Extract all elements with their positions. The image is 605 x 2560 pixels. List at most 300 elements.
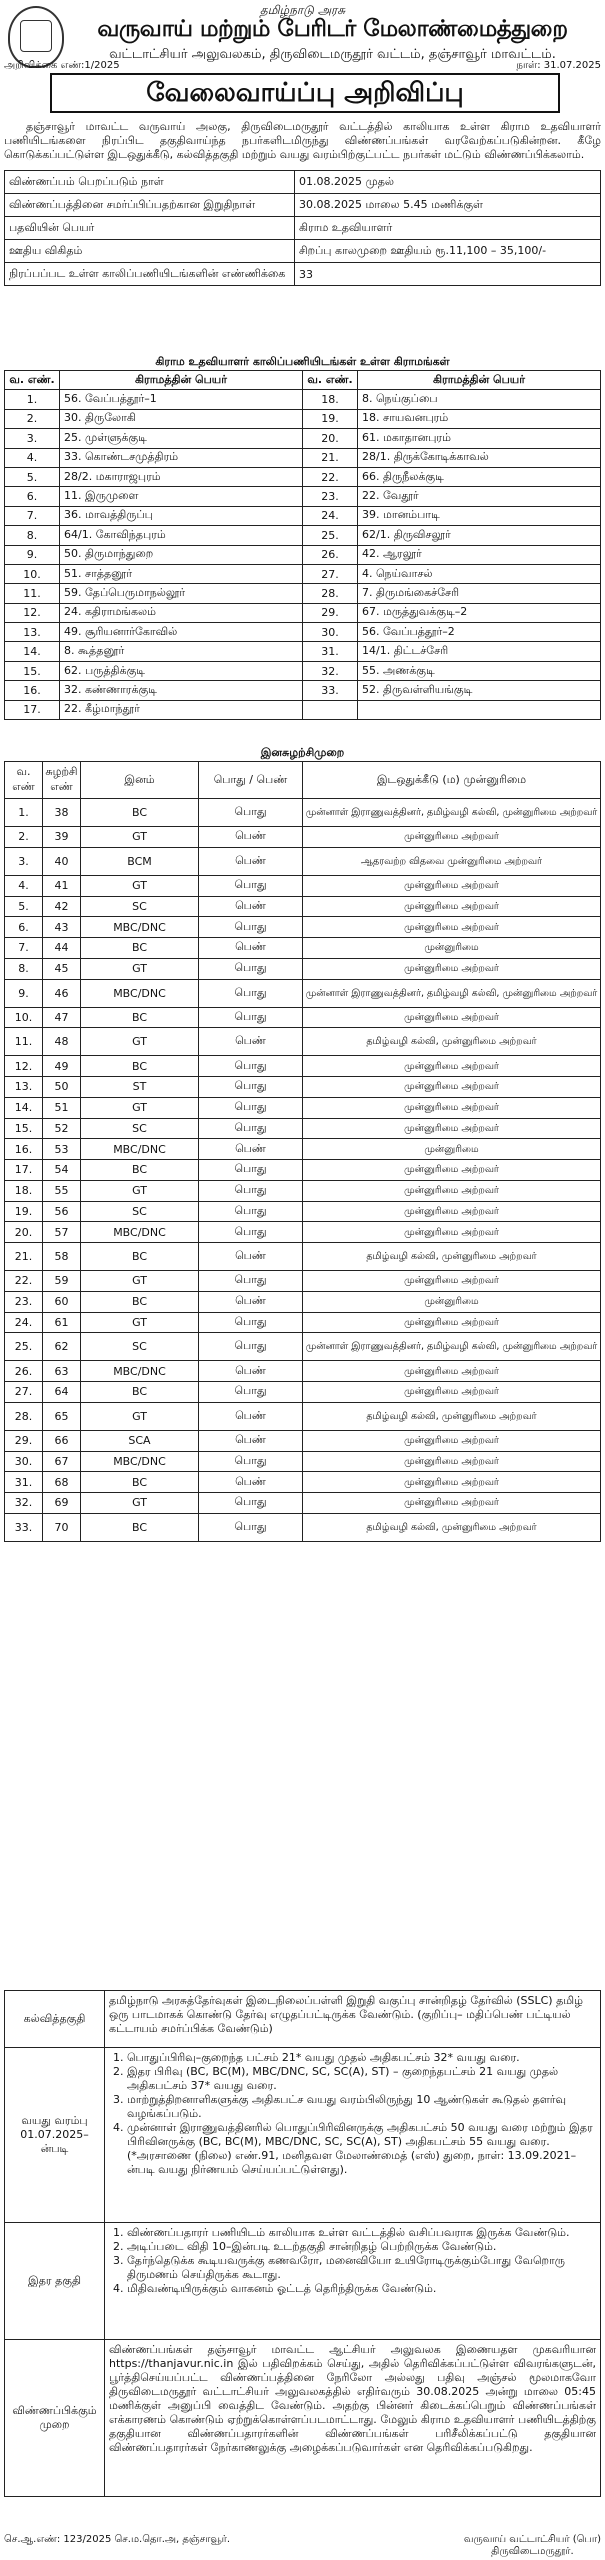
roster-sno: 33. [5,1513,43,1541]
other-rules [105,2223,601,2340]
roster-gender: பொது [199,958,303,979]
footer-reference: செ.ஆ.எண்: 123/2025 செ.ம.தொ.அ, தஞ்சாவூர். [4,2534,231,2545]
roster-gender: பெண் [199,1139,303,1160]
roster-priority: முன்னுரிமை அற்றவர் [303,917,601,938]
village-name: 52. திருவள்ளியங்குடி [358,681,601,700]
roster-sno: 5. [5,896,43,917]
village-sno: 19. [303,409,358,428]
roster-priority: முன்னுரிமை அற்றவர் [303,827,601,848]
roster-sno: 23. [5,1291,43,1312]
village-row [5,623,601,642]
village-name: 28/2. மகாராஜபுரம் [60,467,303,486]
roster-priority: முன்னுரிமை அற்றவர் [303,1180,601,1201]
col-village-right: கிராமத்தின் பெயர் [358,371,601,390]
roster-priority: முன்னுரிமை அற்றவர் [303,896,601,917]
roster-community: SC [81,1201,199,1222]
village-row [5,526,601,545]
village-row [5,700,601,719]
education-label: கல்வித்தகுதி [5,1991,105,2048]
roster-priority: ஆதரவற்ற விதவை முன்னுரிமை அற்றவர் [303,847,601,875]
roster-gender: பொது [199,1222,303,1243]
roster-gender: பொது [199,1382,303,1403]
info-label: நிரப்பப்பட உள்ள காலிப்பணியிடங்களின் எண்ணிக்கை [5,263,295,286]
info-label: விண்ணப்பம் பெறப்படும் நாள் [5,171,295,194]
village-sno: 24. [303,506,358,525]
roster-priority: முன்னுரிமை அற்றவர் [303,1430,601,1451]
village-name: 24. கதிராமங்கலம் [60,603,303,622]
village-row [5,448,601,467]
age-rule-item: 1. பொதுப்பிரிவு–குறைந்த பட்சம் 21* வயது முதல் அதிகபட்சம் 32* வயது வரை. [127,2051,596,2065]
roster-row [5,1402,601,1430]
village-row [5,467,601,486]
age-label: வயது வரம்பு 01.07.2025–ன்படி [5,2048,105,2223]
age-rule-item: 4. முன்னாள் இராணுவத்தினரில் பொதுப்பிரிவினருக்கு அதிகபட்சம் 50 வயது வரை மற்றும் இதர பிரிவினருக்கு (BC, BC(M), MBC/DNC, SC, SC(A), ST) அதிகபட்சம் 55 வயது வரை. (*அரசாணை (நிலை) எண்.91, மனிதவள மேலாண்மைத் (எஸ்) துறை, நாள்: 13.09.2021–ன்படி வயது நிர்ணயம் செய்யப்பட்டுள்ளது). [127,2121,596,2177]
roster-community: GT [81,1402,199,1430]
roster-sno: 25. [5,1333,43,1361]
roster-community: MBC/DNC [81,979,199,1007]
village-name: 14/1. திட்டச்சேரி [358,642,601,661]
roster-gender: பொது [199,1056,303,1077]
other-label: இதர தகுதி [5,2223,105,2340]
village-sno: 30. [303,623,358,642]
village-sno: 7. [5,506,60,525]
roster-gender: பெண் [199,1243,303,1271]
roster-community: BC [81,1160,199,1181]
village-row [5,584,601,603]
village-name: 30. திருலோகி [60,409,303,428]
roster-row [5,1291,601,1312]
village-sno: 26. [303,545,358,564]
village-sno: 23. [303,487,358,506]
roster-row [5,1243,601,1271]
roster-row [5,1180,601,1201]
roster-rotation: 41 [43,875,81,896]
notice-date: நாள்: 31.07.2025 [516,60,601,71]
roster-community: SC [81,1118,199,1139]
info-row [5,217,601,240]
info-value: 30.08.2025 மாலை 5.45 மணிக்குள் [295,194,601,217]
roster-priority: முன்னுரிமை அற்றவர் [303,1007,601,1028]
apply-text: விண்ணப்பங்கள் தஞ்சாவூர் மாவட்ட ஆட்சியர் அலுவலக இணையதள முகவரியான https://thanjavur.nic.in இல் பதிவிறக்கம் செய்து, அதில் தெரிவிக்கப்பட்டுள்ள விவரங்களுடன், பூர்த்திசெய்யப்பட்ட விண்ணப்பத்தினை நேரிலோ அல்லது பதிவு அஞ்சல் மூலமாகவோ திருவிடைமருதூர் வட்டாட்சியர் அலுவலகத்தில் எதிர்வரும் 30.08.2025 அன்று மாலை 05:45 மணிக்குள் அனுப்பி வைத்திட வேண்டும். அதற்கு பின்னர் கிடைக்கப்பெறும் விண்ணப்பங்கள் எக்காரணம் கொண்டும் ஏற்றுக்கொள்ளப்படமாட்டாது. மேலும் கிராம உதவியாளர் பணியிடத்திற்கு தகுதியான விண்ணப்பதாரர்களின் விண்ணப்பங்கள் பரிசீலிக்கப்பட்டு தகுதியான விண்ணப்பதாரர்கள் நேர்காணலுக்கு அழைக்கப்படுவார்கள் என தெரிவிக்கப்படுகிறது. [105,2340,601,2497]
village-sno: 27. [303,564,358,583]
roster-row [5,1056,601,1077]
roster-priority: முன்னாள் இராணுவத்தினர், தமிழ்வழி கல்வி, முன்னுரிமை அற்றவர் [303,799,601,827]
roster-gender: பொது [199,1201,303,1222]
roster-rotation: 39 [43,827,81,848]
roster-community: BC [81,1007,199,1028]
village-name: 8. நெய்குப்பை [358,390,601,409]
footer [4,2534,601,2558]
info-value: கிராம உதவியாளர் [295,217,601,240]
roster-community: BC [81,1472,199,1493]
roster-priority: தமிழ்வழி கல்வி, முன்னுரிமை அற்றவர் [303,1028,601,1056]
roster-heading: இனசுழற்சிமுறை [260,746,345,759]
roster-priority: முன்னுரிமை [303,1291,601,1312]
village-name: 11. இருமுளை [60,487,303,506]
village-row [5,545,601,564]
village-sno: 8. [5,526,60,545]
roster-priority: முன்னுரிமை அற்றவர் [303,1472,601,1493]
roster-rotation: 40 [43,847,81,875]
department-name: வருவாய் மற்றும் பேரிடர் மேலாண்மைத்துறை [97,16,568,42]
notice-title: வேலைவாய்ப்பு அறிவிப்பு [50,73,560,113]
village-name: 7. திருமங்கைச்சேரி [358,584,601,603]
roster-rotation: 67 [43,1451,81,1472]
village-sno: 12. [5,603,60,622]
age-rules [105,2048,601,2223]
roster-rotation: 57 [43,1222,81,1243]
roster-gender: பொது [199,1271,303,1292]
roster-priority: முன்னுரிமை அற்றவர் [303,1222,601,1243]
info-row [5,240,601,263]
roster-community: MBC/DNC [81,917,199,938]
roster-sno: 28. [5,1402,43,1430]
village-sno: 3. [5,429,60,448]
roster-row [5,875,601,896]
roster-gender: பொது [199,1493,303,1514]
village-row [5,603,601,622]
roster-priority: முன்னுரிமை அற்றவர் [303,1077,601,1098]
roster-community: BCM [81,847,199,875]
roster-community: GT [81,958,199,979]
roster-row [5,1513,601,1541]
roster-community: SC [81,896,199,917]
village-name: 55. அணக்குடி [358,661,601,680]
roster-row [5,1361,601,1382]
roster-rotation: 42 [43,896,81,917]
roster-rotation: 69 [43,1493,81,1514]
roster-priority: முன்னுரிமை அற்றவர் [303,958,601,979]
info-label: பதவியின் பெயர் [5,217,295,240]
roster-row [5,1222,601,1243]
col-village-left: கிராமத்தின் பெயர் [60,371,303,390]
roster-priority: முன்னாள் இராணுவத்தினர், தமிழ்வழி கல்வி, முன்னுரிமை அற்றவர் [303,979,601,1007]
village-sno: 16. [5,681,60,700]
roster-sno: 16. [5,1139,43,1160]
roster-community: MBC/DNC [81,1222,199,1243]
roster-row [5,1139,601,1160]
notice-number: அறிவிக்கை எண்:1/2025 [4,60,120,71]
roster-gender: பெண் [199,1361,303,1382]
roster-community: MBC/DNC [81,1139,199,1160]
roster-rotation: 65 [43,1402,81,1430]
info-label: ஊதிய விகிதம் [5,240,295,263]
roster-sno: 15. [5,1118,43,1139]
roster-priority: முன்னுரிமை அற்றவர் [303,1056,601,1077]
roster-rotation: 46 [43,979,81,1007]
signatory-title: வருவாய் வட்டாட்சியர் (பொ) [463,2534,601,2545]
roster-sno: 26. [5,1361,43,1382]
roster-community: BC [81,799,199,827]
village-row [5,661,601,680]
roster-rotation: 62 [43,1333,81,1361]
roster-rotation: 60 [43,1291,81,1312]
roster-row [5,958,601,979]
village-sno: 14. [5,642,60,661]
village-name: 59. தேப்பெருமாநல்லூர் [60,584,303,603]
roster-sno: 3. [5,847,43,875]
village-sno: 32. [303,661,358,680]
roster-community: MBC/DNC [81,1361,199,1382]
village-sno [303,700,358,719]
roster-priority: முன்னுரிமை அற்றவர் [303,1493,601,1514]
roster-rotation: 53 [43,1139,81,1160]
age-rule-item: 2. இதர பிரிவு (BC, BC(M), MBC/DNC, SC, SC(A), ST) – குறைந்தபட்சம் 21 வயது முதல் அதிகபட்சம் 37* வயது வரை. [127,2065,596,2093]
roster-sno: 4. [5,875,43,896]
roster-sno: 9. [5,979,43,1007]
roster-gender: பொது [199,1118,303,1139]
roster-row [5,1201,601,1222]
roster-gender: பெண் [199,827,303,848]
conditions-table [4,1990,601,2497]
roster-row [5,799,601,827]
notice-meta [4,60,601,72]
village-sno: 9. [5,545,60,564]
village-sno: 2. [5,409,60,428]
roster-gender: பெண் [199,847,303,875]
roster-priority: முன்னுரிமை அற்றவர் [303,1382,601,1403]
col-gender: பொது / பெண் [199,762,303,799]
village-row [5,506,601,525]
roster-gender: பொது [199,799,303,827]
village-sno: 20. [303,429,358,448]
roster-sno: 11. [5,1028,43,1056]
village-name: 33. கொண்டசமுத்திரம் [60,448,303,467]
roster-rotation: 48 [43,1028,81,1056]
col-sno-left: வ. எண். [5,371,60,390]
col-sno-right: வ. எண். [303,371,358,390]
other-rule-item: 1. விண்ணப்பதாரர் பணியிடம் காலியாக உள்ள வட்டத்தில் வசிப்பவராக இருக்க வேண்டும். [127,2226,596,2240]
village-name: 36. மாவத்திருப்பு [60,506,303,525]
office-address: வட்டாட்சியர் அலுவலகம், திருவிடைமருதூர் வட்டம், தஞ்சாவூர் மாவட்டம். [109,47,556,62]
roster-row [5,1430,601,1451]
roster-community: SCA [81,1430,199,1451]
roster-row [5,1028,601,1056]
village-name: 56. வேப்பத்தூர்–1 [60,390,303,409]
info-row [5,171,601,194]
roster-community: GT [81,1097,199,1118]
village-name: 62. பருத்திக்குடி [60,661,303,680]
village-name: 49. சூரியனார்கோவில் [60,623,303,642]
roster-gender: பொது [199,917,303,938]
roster-sno: 6. [5,917,43,938]
roster-gender: பெண் [199,896,303,917]
roster-sno: 2. [5,827,43,848]
roster-sno: 1. [5,799,43,827]
roster-priority: முன்னாள் இராணுவத்தினர், தமிழ்வழி கல்வி, முன்னுரிமை அற்றவர் [303,1333,601,1361]
roster-sno: 21. [5,1243,43,1271]
village-name: 22. கீழ்மாந்தூர் [60,700,303,719]
roster-row [5,938,601,959]
col-community: இனம் [81,762,199,799]
roster-sno: 19. [5,1201,43,1222]
village-row [5,409,601,428]
village-name: 51. சாத்தனூர் [60,564,303,583]
roster-rotation: 56 [43,1201,81,1222]
roster-community: GT [81,1493,199,1514]
village-name: 39. மானம்பாடி [358,506,601,525]
roster-community: BC [81,938,199,959]
roster-community: BC [81,1382,199,1403]
village-name: 8. கூத்தனூர் [60,642,303,661]
roster-priority: முன்னுரிமை அற்றவர் [303,1451,601,1472]
roster-row [5,1472,601,1493]
roster-row [5,847,601,875]
roster-rotation: 44 [43,938,81,959]
roster-row [5,917,601,938]
roster-rotation: 66 [43,1430,81,1451]
village-sno: 11. [5,584,60,603]
villages-table [4,370,601,720]
roster-sno: 13. [5,1077,43,1098]
village-row [5,642,601,661]
roster-community: BC [81,1243,199,1271]
roster-priority: முன்னுரிமை அற்றவர் [303,1201,601,1222]
roster-rotation: 45 [43,958,81,979]
roster-row [5,896,601,917]
roster-gender: பொது [199,979,303,1007]
info-label: விண்ணப்பத்தினை சமர்ப்பிப்பதற்கான இறுதிநாள் [5,194,295,217]
roster-priority: முன்னுரிமை அற்றவர் [303,1118,601,1139]
roster-sno: 24. [5,1312,43,1333]
roster-rotation: 54 [43,1160,81,1181]
roster-rotation: 64 [43,1382,81,1403]
roster-gender: பொது [199,1451,303,1472]
roster-rotation: 55 [43,1180,81,1201]
roster-priority: முன்னுரிமை [303,938,601,959]
roster-community: GT [81,827,199,848]
village-name: 67. மருத்துவக்குடி–2 [358,603,601,622]
info-value: 01.08.2025 முதல் [295,171,601,194]
roster-row [5,1077,601,1098]
roster-sno: 30. [5,1451,43,1472]
roster-sno: 14. [5,1097,43,1118]
roster-priority: முன்னுரிமை அற்றவர் [303,1271,601,1292]
education-text: தமிழ்நாடு அரசுத்தேர்வுகள் இடைநிலைப்பள்ளி இறுதி வகுப்பு சான்றிதழ் தேர்வில் (SSLC) தமிழ் ஒரு பாடமாகக் கொண்டு தேர்வு எழுதப்பட்டிருக்க வேண்டும். (குறிப்பு– மதிப்பெண் பட்டியல் கட்டாயம் சமர்ப்பிக்க வேண்டும்) [105,1991,601,2048]
village-name: 32. கண்ணாரக்குடி [60,681,303,700]
village-sno: 4. [5,448,60,467]
roster-sno: 18. [5,1180,43,1201]
roster-priority: முன்னுரிமை அற்றவர் [303,1160,601,1181]
villages-heading: கிராம உதவியாளர் காலிப்பணியிடங்கள் உள்ள கிராமங்கள் [155,355,450,368]
roster-sno: 27. [5,1382,43,1403]
village-sno: 1. [5,390,60,409]
village-name: 50. திருமாந்துறை [60,545,303,564]
roster-sno: 12. [5,1056,43,1077]
roster-row [5,1097,601,1118]
roster-gender: பொது [199,1333,303,1361]
roster-community: BC [81,1056,199,1077]
roster-row [5,1160,601,1181]
village-name: 18. சாயவனபுரம் [358,409,601,428]
roster-row [5,1271,601,1292]
roster-gender: பெண் [199,1430,303,1451]
village-name: 62/1. திருவிசலூர் [358,526,601,545]
roster-gender: பெண் [199,1028,303,1056]
roster-gender: பெண் [199,938,303,959]
village-row [5,681,601,700]
roster-gender: பெண் [199,1402,303,1430]
village-sno: 17. [5,700,60,719]
roster-sno: 22. [5,1271,43,1292]
roster-priority: தமிழ்வழி கல்வி, முன்னுரிமை அற்றவர் [303,1402,601,1430]
roster-rotation: 61 [43,1312,81,1333]
village-name: 61. மகாதானபுரம் [358,429,601,448]
roster-rotation: 51 [43,1097,81,1118]
roster-community: MBC/DNC [81,1451,199,1472]
roster-gender: பொது [199,1180,303,1201]
village-sno: 5. [5,467,60,486]
roster-sno: 20. [5,1222,43,1243]
roster-community: GT [81,1180,199,1201]
info-value: 33 [295,263,601,286]
roster-priority: முன்னுரிமை அற்றவர் [303,1097,601,1118]
roster-rotation: 70 [43,1513,81,1541]
roster-row [5,1333,601,1361]
roster-rotation: 38 [43,799,81,827]
roster-rotation: 50 [43,1077,81,1098]
other-rule-item: 3. தேர்ந்தெடுக்க கூடியவருக்கு கணவரோ, மனைவியோ உயிரோடிருக்கும்போது வேறொரு திருமணம் செய்திருக்க கூடாது. [127,2254,596,2282]
other-rule-item: 2. அடிப்படை விதி 10–இன்படி உடற்தகுதி சான்றிதழ் பெற்றிருக்க வேண்டும். [127,2240,596,2254]
roster-row [5,1382,601,1403]
roster-gender: பெண் [199,1291,303,1312]
village-sno: 13. [5,623,60,642]
roster-sno: 32. [5,1493,43,1514]
roster-rotation: 52 [43,1118,81,1139]
age-rule-item: 3. மாற்றுத்திறனாளிகளுக்கு அதிகபட்ச வயது வரம்பிலிருந்து 10 ஆண்டுகள் கூடுதல் தளர்வு வழங்கப்படும். [127,2093,596,2121]
village-name: 4. நெய்வாசல் [358,564,601,583]
roster-priority: முன்னுரிமை [303,1139,601,1160]
col-sno: வ. எண் [5,762,43,799]
roster-community: BC [81,1513,199,1541]
roster-rotation: 49 [43,1056,81,1077]
roster-gender: பொது [199,1160,303,1181]
roster-priority: முன்னுரிமை அற்றவர் [303,875,601,896]
roster-priority: முன்னுரிமை அற்றவர் [303,1312,601,1333]
roster-rotation: 68 [43,1472,81,1493]
roster-rotation: 58 [43,1243,81,1271]
intro-paragraph: தஞ்சாவூர் மாவட்ட வருவாய் அலகு, திருவிடைமருதூர் வட்டத்தில் காலியாக உள்ள கிராம உதவியாளர் பணியிடங்களை நிரப்பிட தகுதிவாய்ந்த நபர்களிடமிருந்து விண்ணப்பங்கள் வரவேற்கப்படுகின்றன. கீழே கொடுக்கப்பட்டுள்ள இடஒதுக்கீடு, கல்வித்தகுதி மற்றும் வயது வரம்பிற்குட்பட்ட நபர்கள் மட்டும் விண்ணப்பிக்கலாம். [4,120,601,161]
village-row [5,429,601,448]
roster-row [5,1451,601,1472]
roster-sno: 7. [5,938,43,959]
village-sno: 29. [303,603,358,622]
village-row [5,390,601,409]
village-name: 64/1. கோவிந்தபுரம் [60,526,303,545]
info-row [5,194,601,217]
roster-community: GT [81,1028,199,1056]
roster-row [5,827,601,848]
roster-rotation: 43 [43,917,81,938]
roster-row [5,1312,601,1333]
roster-community: ST [81,1077,199,1098]
roster-row [5,1493,601,1514]
roster-community: SC [81,1333,199,1361]
roster-row [5,1118,601,1139]
info-row [5,263,601,286]
village-sno: 15. [5,661,60,680]
village-sno: 6. [5,487,60,506]
roster-row [5,979,601,1007]
roster-sno: 29. [5,1430,43,1451]
village-name: 42. ஆரலூர் [358,545,601,564]
village-sno: 22. [303,467,358,486]
roster-rotation: 63 [43,1361,81,1382]
apply-label: விண்ணப்பிக்கும் முறை [5,2340,105,2497]
village-name [358,700,601,719]
village-sno: 18. [303,390,358,409]
roster-community: GT [81,875,199,896]
